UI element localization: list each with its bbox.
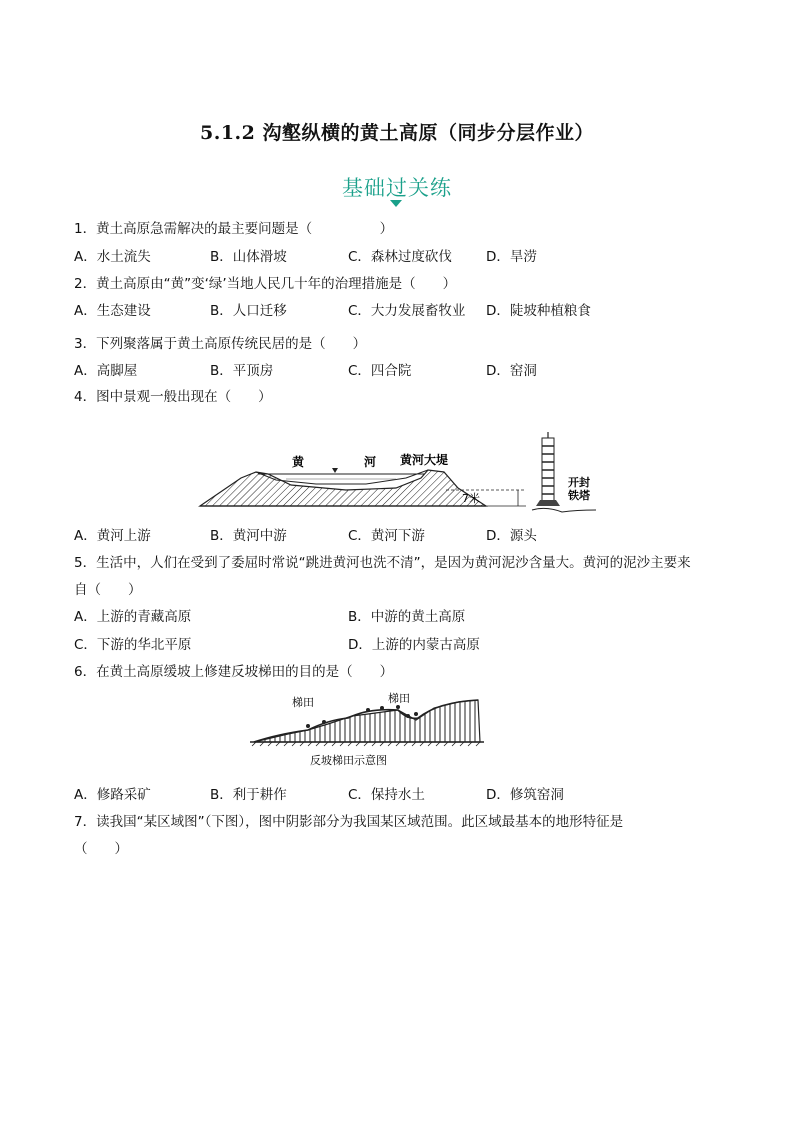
question-7-stem-line-2: （ ） xyxy=(74,841,128,857)
question-5-stem-line-1: 5．生活中，人们在受到了委屈时常说“跳进黄河也洗不清”，是因为黄河泥沙含量大。黄河的泥沙主要来 xyxy=(74,555,691,571)
terrace-label-2: 梯田 xyxy=(388,692,410,705)
q1-option-c[interactable]: C．森林过度砍伐 xyxy=(348,249,452,265)
q6-option-c[interactable]: C．保持水土 xyxy=(348,787,425,803)
q3-option-d[interactable]: D．窑洞 xyxy=(486,363,537,379)
q2-option-a[interactable]: A．生态建设 xyxy=(74,303,151,319)
reverse-slope-terrace-figure xyxy=(248,690,488,770)
question-4-stem: 4．图中景观一般出现在（ ） xyxy=(74,389,272,405)
q5-option-b[interactable]: B．中游的黄土高原 xyxy=(348,609,466,625)
q6-option-a[interactable]: A．修路采矿 xyxy=(74,787,151,803)
q6-option-d[interactable]: D．修筑窑洞 xyxy=(486,787,564,803)
section-marker-icon xyxy=(390,200,402,207)
question-2-stem: 2．黄土高原由“黄”变‘绿’当地人民几十年的治理措施是（ ） xyxy=(74,276,457,292)
yellow-river-cross-section-figure xyxy=(196,430,606,516)
label-he: 河 xyxy=(364,455,377,469)
q3-option-a[interactable]: A．高脚屋 xyxy=(74,363,138,379)
q1-option-b[interactable]: B．山体滑坡 xyxy=(210,249,287,265)
q1-option-a[interactable]: A．水土流失 xyxy=(74,249,151,265)
label-tower-1: 开封 xyxy=(568,476,590,489)
q4-option-a[interactable]: A．黄河上游 xyxy=(74,528,151,544)
q4-option-d[interactable]: D．源头 xyxy=(486,528,537,544)
dike-cross-section xyxy=(200,470,486,506)
q4-option-c[interactable]: C．黄河下游 xyxy=(348,528,425,544)
section-heading: 基础过关练 xyxy=(342,176,452,200)
question-5-stem-line-2: 自（ ） xyxy=(74,582,142,598)
question-7-stem-line-1: 7．读我国“某区域图”（下图），图中阴影部分为我国某区域范围。此区域最基本的地形特征是 xyxy=(74,814,624,830)
q5-option-c[interactable]: C．下游的华北平原 xyxy=(74,637,192,653)
q5-option-d[interactable]: D．上游的内蒙古高原 xyxy=(348,637,480,653)
water-level-marker-icon xyxy=(332,468,338,473)
label-dike: 黄河大堤 xyxy=(400,453,449,467)
q6-option-b[interactable]: B．利于耕作 xyxy=(210,787,287,803)
question-1-stem: 1．黄土高原急需解决的最主要问题是（ ） xyxy=(74,221,394,237)
q1-option-d[interactable]: D．旱涝 xyxy=(486,249,537,265)
q3-option-c[interactable]: C．四合院 xyxy=(348,363,412,379)
figure-caption: 反坡梯田示意图 xyxy=(310,754,387,767)
question-6-stem: 6．在黄土高原缓坡上修建反坡梯田的目的是（ ） xyxy=(74,664,394,680)
terrace-label-1: 梯田 xyxy=(292,696,314,709)
q2-option-b[interactable]: B．人口迁移 xyxy=(210,303,287,319)
label-height: 7米 xyxy=(462,492,480,505)
q2-option-d[interactable]: D．陡坡种植粮食 xyxy=(486,303,591,319)
terrace-slope xyxy=(254,700,480,742)
q4-option-b[interactable]: B．黄河中游 xyxy=(210,528,287,544)
q2-option-c[interactable]: C．大力发展畜牧业 xyxy=(348,303,466,319)
page-title: 5.1.2 沟壑纵横的黄土高原（同步分层作业） xyxy=(199,122,594,144)
q3-option-b[interactable]: B．平顶房 xyxy=(210,363,274,379)
label-tower-2: 铁塔 xyxy=(568,489,590,502)
q5-option-a[interactable]: A．上游的青藏高原 xyxy=(74,609,192,625)
label-huang: 黄 xyxy=(292,455,305,469)
question-3-stem: 3．下列聚落属于黄土高原传统民居的是（ ） xyxy=(74,336,367,352)
